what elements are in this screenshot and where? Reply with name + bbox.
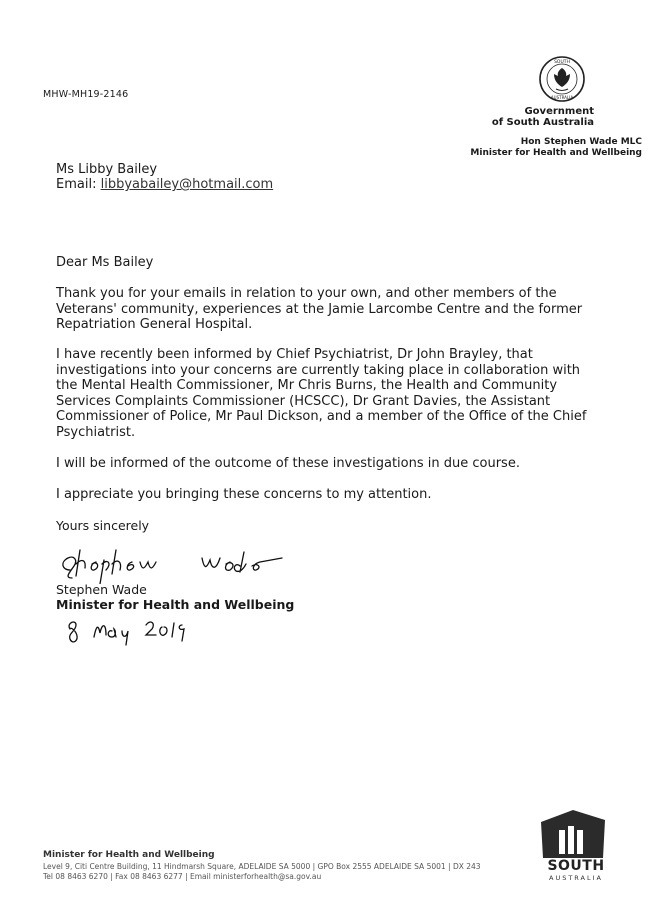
body-paragraph-2: I have recently been informed by Chief Psychiatrist, Dr John Brayley, that investigations into your concerns are currently taking place in collaboration with the Mental Health Commissioner, Mr Chris Burns, the Health and Community Services Complaints Commissioner (HCSCC), Dr Grant Davies, the Assistant Commissioner of Police, Mr Paul Dickson, and a member of the Office of the Chief Psychiatrist. xyxy=(56,347,587,440)
south-australia-wordmark xyxy=(541,859,611,882)
logo-sub: AUSTRALIA xyxy=(549,874,603,882)
minister-title-header: Minister for Health and Wellbeing xyxy=(470,148,642,158)
closing: Yours sincerely xyxy=(56,518,150,533)
email-label: Email: xyxy=(56,177,97,192)
recipient-name: Ms Libby Bailey xyxy=(56,162,158,177)
signer-name: Stephen Wade xyxy=(56,582,147,597)
minister-name-header: Hon Stephen Wade MLC xyxy=(520,137,642,147)
government-line-1: Government xyxy=(524,106,594,117)
footer-address-line-1: Level 9, Citi Centre Building, 11 Hindmarsh Square, ADELAIDE SA 5000 | GPO Box 2555 ADELAIDE SA 5001 | DX 243 xyxy=(43,862,481,871)
government-name xyxy=(492,106,594,128)
south-australia-logo-icon xyxy=(537,808,609,860)
body-paragraph-1: Thank you for your emails in relation to your own, and other members of the Veterans' community, experiences at the Jamie Larcombe Centre and the former Repatriation General Hospital. xyxy=(56,286,583,332)
government-line-2: of South Australia xyxy=(491,117,594,128)
footer-office: Minister for Health and Wellbeing xyxy=(43,850,215,860)
government-crest-icon xyxy=(532,54,592,104)
logo-word: SOUTH xyxy=(547,858,605,874)
signer-title: Minister for Health and Wellbeing xyxy=(56,597,295,612)
recipient-email-link[interactable]: libbyabailey@hotmail.com xyxy=(100,177,274,192)
salutation: Dear Ms Bailey xyxy=(56,255,154,270)
recipient-block xyxy=(56,162,273,192)
handwritten-signature xyxy=(52,540,297,584)
svg-text:SOUTH: SOUTH xyxy=(554,60,570,65)
svg-text:AUSTRALIA: AUSTRALIA xyxy=(550,95,574,100)
footer-address xyxy=(43,862,481,882)
footer-address-line-2: Tel 08 8463 6270 | Fax 08 8463 6277 | Email ministerforhealth@sa.gov.au xyxy=(43,872,322,881)
recipient-email-line xyxy=(56,177,273,192)
body-paragraph-4: I appreciate you bringing these concerns to my attention. xyxy=(56,487,432,502)
body-paragraph-3: I will be informed of the outcome of these investigations in due course. xyxy=(56,456,520,471)
handwritten-date xyxy=(66,611,216,647)
minister-header xyxy=(470,137,642,159)
reference-number: MHW-MH19-2146 xyxy=(43,89,129,100)
